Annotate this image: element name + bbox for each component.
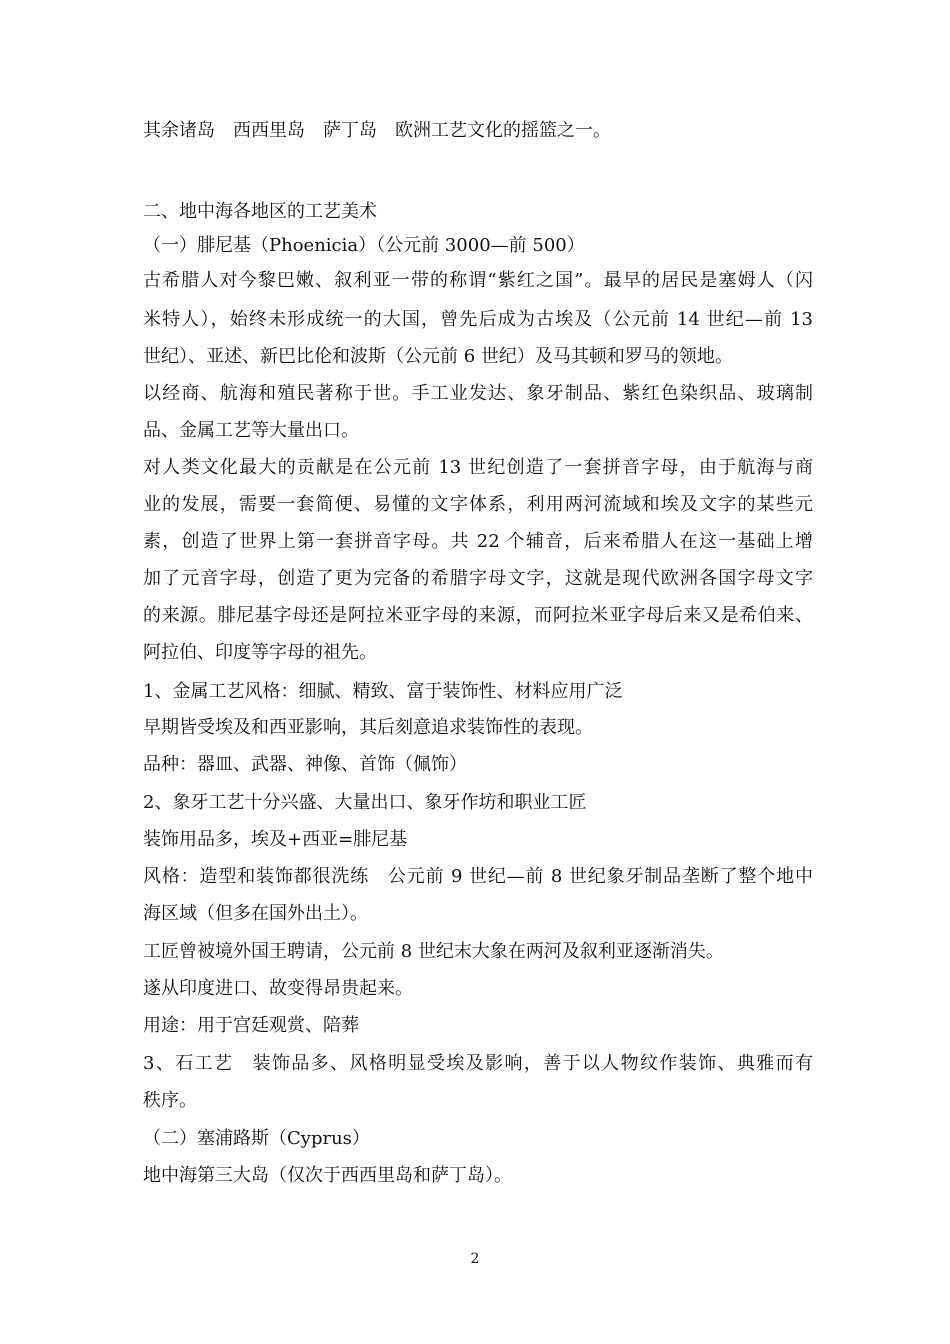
text-line: 风格：造型和装饰都很洗练 公元前 9 世纪—前 8 世纪象牙制品垄断了整个地中 bbox=[143, 866, 813, 887]
text-line: 以经商、航海和殖民著称于世。手工业发达、象牙制品、紫红色染织品、玻璃制 bbox=[143, 383, 813, 404]
text-line: 早期皆受埃及和西亚影响，其后刻意追求装饰性的表现。 bbox=[143, 717, 593, 738]
text-line: 装饰用品多，埃及+西亚=腓尼基 bbox=[143, 829, 408, 850]
text-line: 用途：用于宫廷观赏、陪葬 bbox=[143, 1015, 359, 1036]
list-item-heading: 2、象牙工艺十分兴盛、大量出口、象牙作坊和职业工匠 bbox=[143, 792, 587, 813]
section-heading: 二、地中海各地区的工艺美术 bbox=[143, 201, 377, 222]
subsection-heading: （一）腓尼基（Phoenicia）（公元前 3000—前 500） bbox=[143, 235, 585, 256]
text-line: 品种：器皿、武器、神像、首饰（佩饰） bbox=[143, 754, 467, 775]
text-line: 遂从印度进口、故变得昂贵起来。 bbox=[143, 978, 413, 999]
list-item-heading: 1、金属工艺风格：细腻、精致、富于装饰性、材料应用广泛 bbox=[143, 681, 623, 702]
text-line: 的来源。腓尼基字母还是阿拉米亚字母的来源，而阿拉米亚字母后来又是希伯来、 bbox=[143, 605, 813, 626]
text-line: 地中海第三大岛（仅次于西西里岛和萨丁岛）。 bbox=[143, 1165, 512, 1186]
text-line: 世纪）、亚述、新巴比伦和波斯（公元前 6 世纪）及马其顿和罗马的领地。 bbox=[143, 346, 733, 367]
text-line: 古希腊人对今黎巴嫩、叙利亚一带的称谓“紫红之国”。最早的居民是塞姆人（闪 bbox=[143, 270, 813, 291]
text-line: 素，创造了世界上第一套拼音字母。共 22 个辅音，后来希腊人在这一基础上增 bbox=[143, 531, 813, 552]
list-item-heading: 3、石工艺 装饰品多、风格明显受埃及影响，善于以人物纹作装饰、典雅而有 bbox=[143, 1053, 813, 1074]
text-line: 业的发展，需要一套简便、易懂的文字体系，利用两河流域和埃及文字的某些元 bbox=[143, 494, 813, 515]
text-line: 秩序。 bbox=[143, 1090, 197, 1111]
text-line: 工匠曾被境外国王聘请，公元前 8 世纪末大象在两河及叙利亚逐渐消失。 bbox=[143, 941, 724, 962]
text-line: 加了元音字母，创造了更为完备的希腊字母文字，这就是现代欧洲各国字母文字 bbox=[143, 568, 813, 589]
text-line: 阿拉伯、印度等字母的祖先。 bbox=[143, 642, 377, 663]
text-line: 米特人），始终未形成统一的大国，曾先后成为古埃及（公元前 14 世纪—前 13 bbox=[143, 309, 813, 330]
text-line: 其余诸岛 西西里岛 萨丁岛 欧洲工艺文化的摇篮之一。 bbox=[143, 120, 611, 141]
subsection-heading: （二）塞浦路斯（Cyprus） bbox=[143, 1128, 370, 1149]
page-number: 2 bbox=[470, 1251, 480, 1267]
text-line: 对人类文化最大的贡献是在公元前 13 世纪创造了一套拼音字母，由于航海与商 bbox=[143, 457, 813, 478]
text-line: 品、金属工艺等大量出口。 bbox=[143, 420, 359, 441]
text-line: 海区域（但多在国外出土）。 bbox=[143, 903, 368, 924]
